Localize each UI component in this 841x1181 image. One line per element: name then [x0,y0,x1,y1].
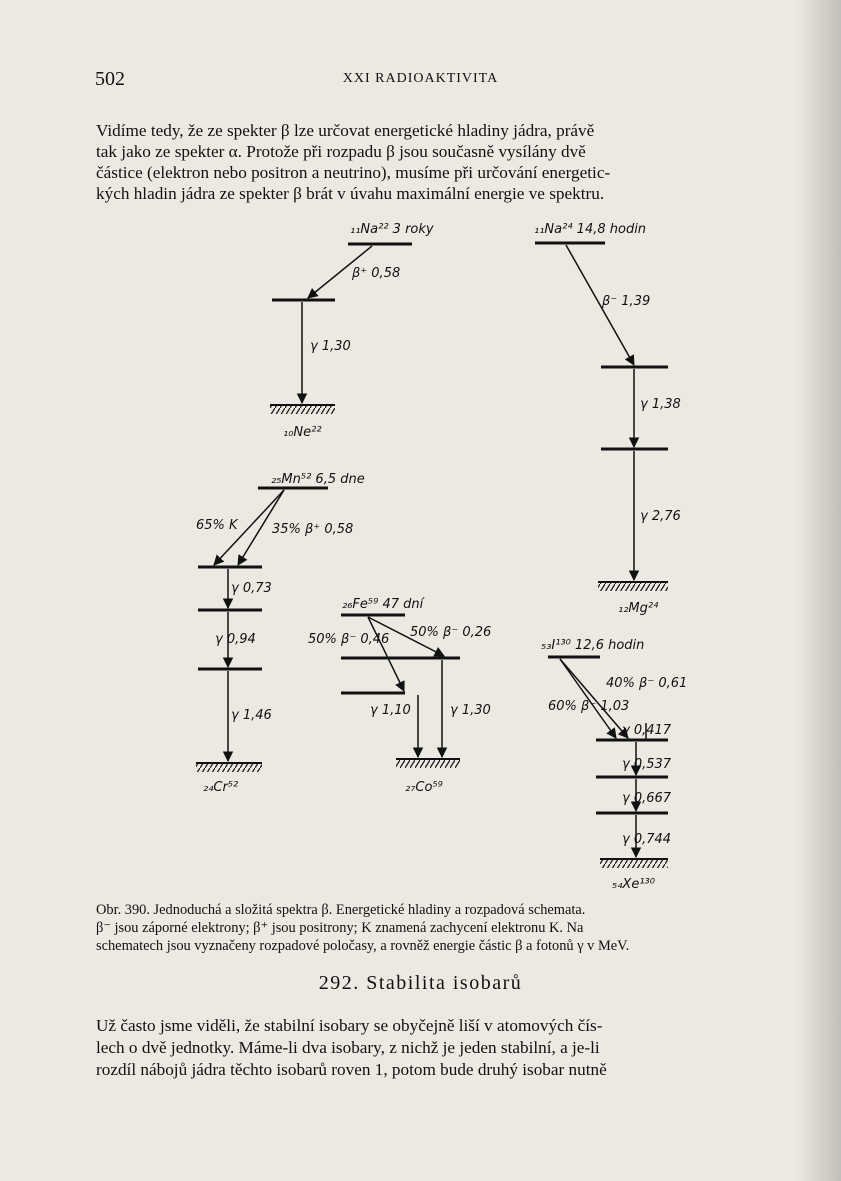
i130-beta2-label: 40% β⁻ 0,61 [606,676,688,691]
fe59-beta1-label: 50% β⁻ 0,46 [308,632,390,647]
na22-ground-hatch [270,406,335,414]
mn52-gamma2-label: γ 0,94 [215,632,256,647]
na22-daughter-label: ₁₀Ne²² [283,425,322,440]
na24-scheme [534,222,681,616]
fe59-beta2-label: 50% β⁻ 0,26 [410,625,492,640]
caption-line: Obr. 390. Jednoduchá a složitá spektra β. Energetické hladiny a rozpadová schemata. [96,902,586,918]
mn52-k-label: 65% K [196,518,238,533]
na22-parent-label: ₁₁Na²² 3 roky [350,222,434,237]
na24-gamma1-label: γ 1,38 [640,397,681,412]
body-line: rozdíl nábojů jádra těchto isobarů roven 1, potom bude druhý isobar nutně [96,1060,607,1079]
fe59-ground-hatch [396,760,460,768]
fe59-parent-label: ₂₆Fe⁵⁹ 47 dní [342,597,424,612]
i130-ground-hatch [600,860,668,868]
mn52-daughter-label: ₂₄Cr⁵² [203,780,239,795]
fe59-daughter-label: ₂₇Co⁵⁹ [405,780,443,795]
i130-gamma2-label: γ 0,537 [622,757,672,772]
mn52-gamma1-label: γ 0,73 [231,581,272,596]
intro-line: kých hladin jádra ze spekter β brát v úvahu maximální energie ve spektru. [96,184,605,203]
page-number: 502 [95,68,125,90]
figure-caption [96,901,796,955]
na22-scheme [270,222,434,440]
mn52-ground-hatch [196,764,262,772]
intro-line: tak jako ze spekter α. Protože při rozpadu β jsou současně vysílány dvě [96,142,586,161]
na24-gamma2-label: γ 2,76 [640,509,681,524]
caption-line: schematech jsou vyznačeny rozpadové poločasy, a rovněž energie částic β a fotonů γ v MeV. [96,938,630,954]
intro-line: Vidíme tedy, že ze spekter β lze určovat energetické hladiny jádra, právě [96,121,595,140]
i130-gamma4-label: γ 0,744 [622,832,672,847]
na22-beta-label: β⁺ 0,58 [352,266,401,281]
body-paragraph [96,1015,796,1081]
body-line: Už často jsme viděli, že stabilní isobary se obyčejně liší v atomových čís- [96,1016,603,1035]
na24-daughter-label: ₁₂Mg²⁴ [618,601,659,616]
body-line: lech o dvě jednotky. Máme-li dva isobary, z nichž je jeden stabilní, a je-li [96,1038,600,1057]
i130-daughter-label: ₅₄Xe¹³⁰ [612,877,655,892]
running-head: XXI RADIOAKTIVITA [342,71,499,86]
na22-gamma-label: γ 1,30 [310,339,351,354]
i130-scheme [541,638,687,892]
i130-beta1-label: 60% β⁻ 1,03 [548,699,630,714]
mn52-beta-label: 35% β⁺ 0,58 [272,522,354,537]
fe59-beta1-arrow [368,617,404,691]
caption-line: β⁻ jsou záporné elektrony; β⁺ jsou positrony; K znamená zachycení elektronu K. Na [96,920,584,936]
na24-ground-hatch [598,583,668,591]
i130-parent-label: ₅₃I¹³⁰ 12,6 hodin [541,638,645,653]
mn52-gamma3-label: γ 1,46 [231,708,272,723]
mn52-parent-label: ₂₅Mn⁵² 6,5 dne [271,472,365,487]
na24-beta-label: β⁻ 1,39 [602,294,651,309]
fe59-scheme [308,597,491,795]
i130-gamma3-label: γ 0,667 [622,791,672,806]
intro-line: částice (elektron nebo positron a neutrino), musíme při určování energetic- [96,163,611,182]
na24-parent-label: ₁₁Na²⁴ 14,8 hodin [534,222,647,237]
i130-gamma1-label: γ 0,417 [622,723,672,738]
fe59-gamma1-label: γ 1,10 [370,703,411,718]
fe59-gamma2-label: γ 1,30 [450,703,491,718]
section-heading: 292. Stabilita isobarů [318,972,523,994]
